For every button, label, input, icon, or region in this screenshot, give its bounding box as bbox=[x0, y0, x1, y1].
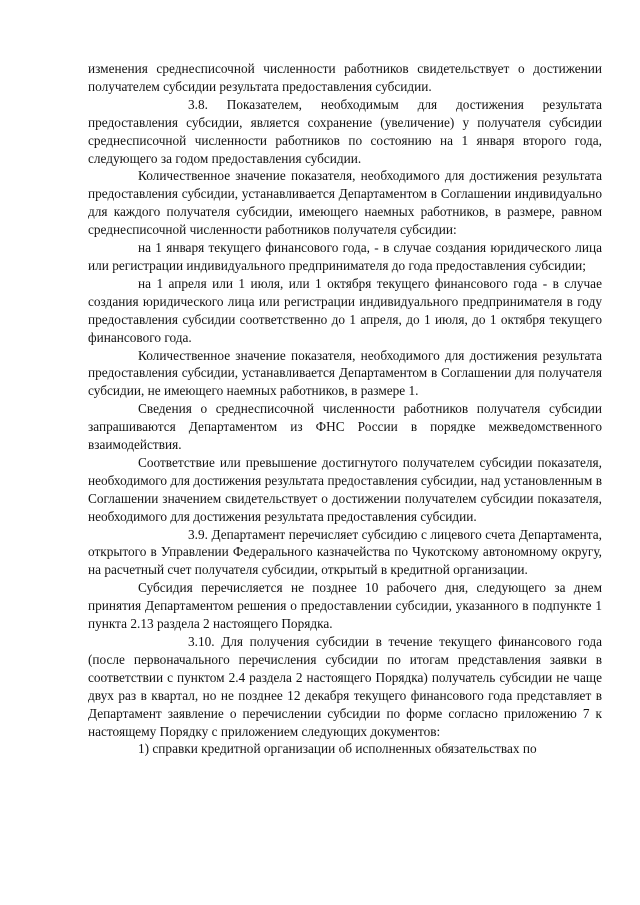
document-page bbox=[88, 60, 602, 758]
paragraph: Субсидия перечисляется не позднее 10 рабочего дня, следующего за днем принятия Департаментом решения о предоставлении субсидии, указанного в подпункте 1 пункта 2.13 раздела 2 настоящего Порядка. bbox=[88, 580, 602, 632]
section-3-9: 3.9. Департамент перечисляет субсидию с лицевого счета Департамента, открытого в Управлении Федерального казначейства по Чукотскому автономному округу, на расчетный счет получателя субсидии, открытый в кредитной организации. bbox=[88, 526, 602, 578]
section-number: 3.10. bbox=[188, 634, 215, 649]
paragraph: изменения среднесписочной численности работников свидетельствует о достижении получателем субсидии результата предоставления субсидии. bbox=[88, 61, 602, 94]
paragraph: на 1 апреля или 1 июля, или 1 октября текущего финансового года - в случае создания юридического лица или регистрации индивидуального предпринимателя в году предоставления субсидии соответственно до 1 апреля, до 1 июля, до 1 октября текущего финансового года. bbox=[88, 275, 602, 345]
paragraph: Соответствие или превышение достигнутого получателем субсидии показателя, необходимого для достижения результата предоставления субсидии, над установленным в Соглашении значением свидетельствует о достижении получателем субсидии показателя, необходимого для достижения результата предоставления субсидии. bbox=[88, 454, 602, 524]
section-3-10: 3.10. Для получения субсидии в течение текущего финансового года (после первоначального перечисления субсидии по итогам представления заявки в соответствии с пунктом 2.4 раздела 2 настоящего Порядка) получатель субсидии не чаще двух раз в квартал, но не позднее 12 декабря текущего финансового года представляет в Департамент заявление о перечислении субсидии по форме согласно приложению 7 к настоящему Порядку с приложением следующих документов: bbox=[88, 634, 603, 739]
paragraph: 1) справки кредитной организации об исполненных обязательствах по bbox=[138, 741, 537, 757]
section-3-8: 3.8. Показателем, необходимым для достижения результата предоставления субсидии, является сохранение (увеличение) у получателя субсидии среднесписочной численности работников по состоянию на 1 января второго года, следующего за годом предоставления субсидии. bbox=[88, 96, 603, 166]
paragraph: Сведения о среднесписочной численности работников получателя субсидии запрашиваются Департаментом из ФНС России в порядке межведомственного взаимодействия. bbox=[88, 401, 602, 453]
paragraph: на 1 января текущего финансового года, - в случае создания юридического лица или регистрации индивидуального предпринимателя до года предоставления субсидии; bbox=[88, 240, 602, 273]
paragraph: Количественное значение показателя, необходимого для достижения результата предоставления субсидии, устанавливается Департаментом в Соглашении для получателя субсидии, не имеющего наемных работников, в размере 1. bbox=[88, 347, 602, 399]
paragraph: Количественное значение показателя, необходимого для достижения результата предоставления субсидии, устанавливается Департаментом в Соглашении индивидуально для каждого получателя субсидии, имеющего наемных работников, в размере, равном среднесписочной численности работников получателя субсидии: bbox=[88, 168, 602, 238]
section-number: 3.8. bbox=[188, 96, 208, 112]
section-number: 3.9. bbox=[188, 526, 208, 542]
